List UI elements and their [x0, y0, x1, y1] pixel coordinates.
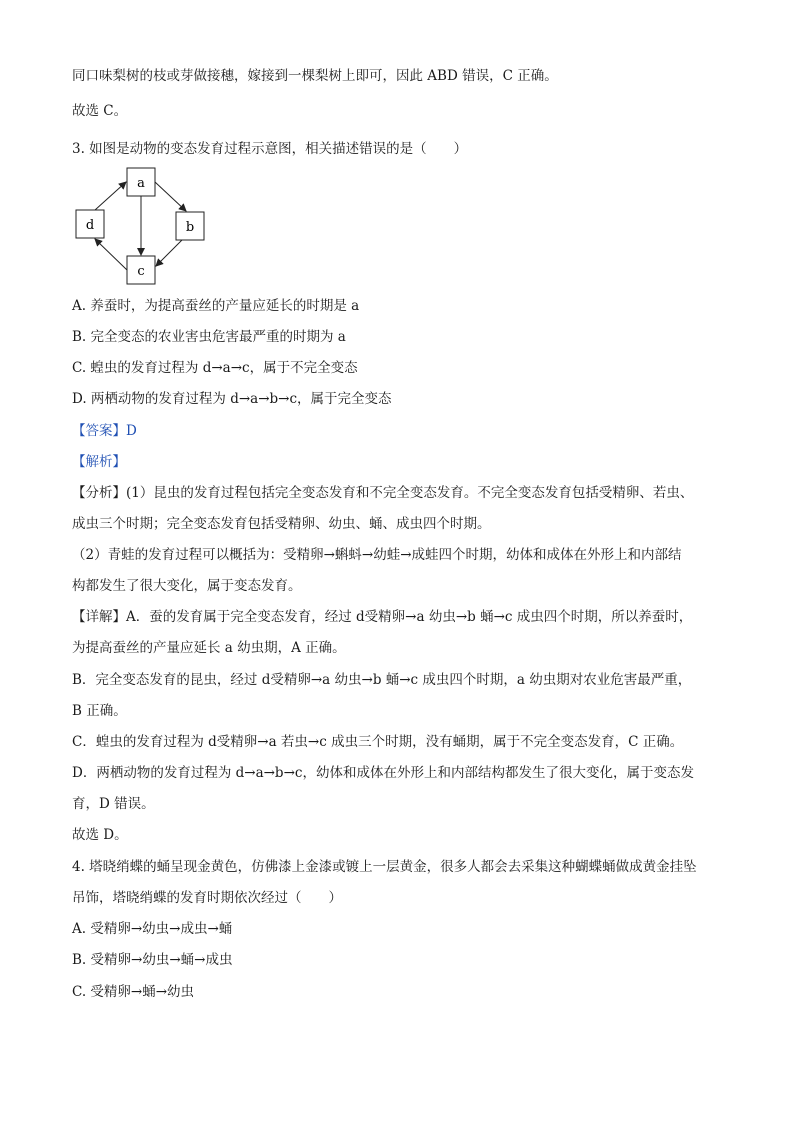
question-4-stem: 4. 塔晓绡蝶的蛹呈现金黄色，仿佛漆上金漆或镀上一层黄金，很多人都会去采集这种蝴蝶蛹做成黄金挂坠: [72, 859, 697, 875]
text-line: 同口味梨树的枝或芽做接穗，嫁接到一棵梨树上即可，因此 ABD 错误，C 正确。: [72, 68, 558, 84]
node-a-label: a: [137, 176, 145, 191]
option-b: B. 受精卵→幼虫→蛹→成虫: [72, 952, 233, 968]
node-b-label: b: [185, 220, 195, 235]
detail-text: 【详解】A．蚕的发育属于完全变态发育，经过 d受精卵→a 幼虫→b 蛹→c 成虫四个时期，所以养蚕时，: [72, 609, 693, 625]
arrow-b-to-c: [156, 240, 182, 266]
option-c: C. 受精卵→蛹→幼虫: [72, 984, 195, 1000]
detail-text: B．完全变态发育的昆虫，经过 d受精卵→a 幼虫→b 蛹→c 成虫四个时期，a 幼虫期对农业危害最严重，: [72, 672, 692, 688]
arrow-d-to-a: [95, 182, 126, 210]
detail-text: C．蝗虫的发育过程为 d受精卵→a 若虫→c 成虫三个时期，没有蛹期，属于不完全变态发育，C 正确。: [72, 734, 684, 750]
question-4-stem: 吊饰，塔晓绡蝶的发育时期依次经过（ ）: [72, 890, 342, 906]
arrow-c-to-d: [95, 239, 127, 270]
option-b: B. 完全变态的农业害虫危害最严重的时期为 a: [72, 329, 346, 345]
detail-text: B 正确。: [72, 703, 127, 719]
analysis-text: 【分析】(1）昆虫的发育过程包括完全变态发育和不完全变态发育。不完全变态发育包括受精卵、若虫、: [72, 485, 694, 501]
analysis-text: 构都发生了很大变化，属于变态发育。: [72, 578, 302, 594]
node-d-label: d: [85, 218, 95, 233]
option-d: D. 两栖动物的发育过程为 d→a→b→c，属于完全变态: [72, 391, 392, 407]
arrow-a-to-b: [155, 182, 186, 211]
metamorphosis-diagram: [70, 166, 220, 290]
analysis-text: （2）青蛙的发育过程可以概括为：受精卵→蝌蚪→幼蛙→成蛙四个时期，幼体和成体在外形上和内部结: [72, 547, 682, 563]
option-c: C. 蝗虫的发育过程为 d→a→c，属于不完全变态: [72, 360, 358, 376]
analysis-text: 成虫三个时期；完全变态发育包括受精卵、幼虫、蛹、成虫四个时期。: [72, 516, 491, 532]
detail-text: 为提高蚕丝的产量应延长 a 幼虫期，A 正确。: [72, 640, 346, 656]
answer-tag: 【答案】D: [72, 423, 137, 439]
option-a: A. 受精卵→幼虫→成虫→蛹: [72, 921, 233, 937]
conclusion: 故选 D。: [72, 827, 128, 843]
detail-text: 育，D 错误。: [72, 796, 155, 812]
detail-text: D．两栖动物的发育过程为 d→a→b→c，幼体和成体在外形上和内部结构都发生了很大变化，属于变态发: [72, 765, 694, 781]
analysis-tag: 【解析】: [72, 454, 126, 470]
node-c-label: c: [137, 264, 145, 279]
text-line: 故选 C。: [72, 103, 128, 119]
question-3-stem: 3. 如图是动物的变态发育过程示意图，相关描述错误的是（ ）: [72, 141, 468, 157]
option-a: A. 养蚕时，为提高蚕丝的产量应延长的时期是 a: [72, 298, 360, 314]
